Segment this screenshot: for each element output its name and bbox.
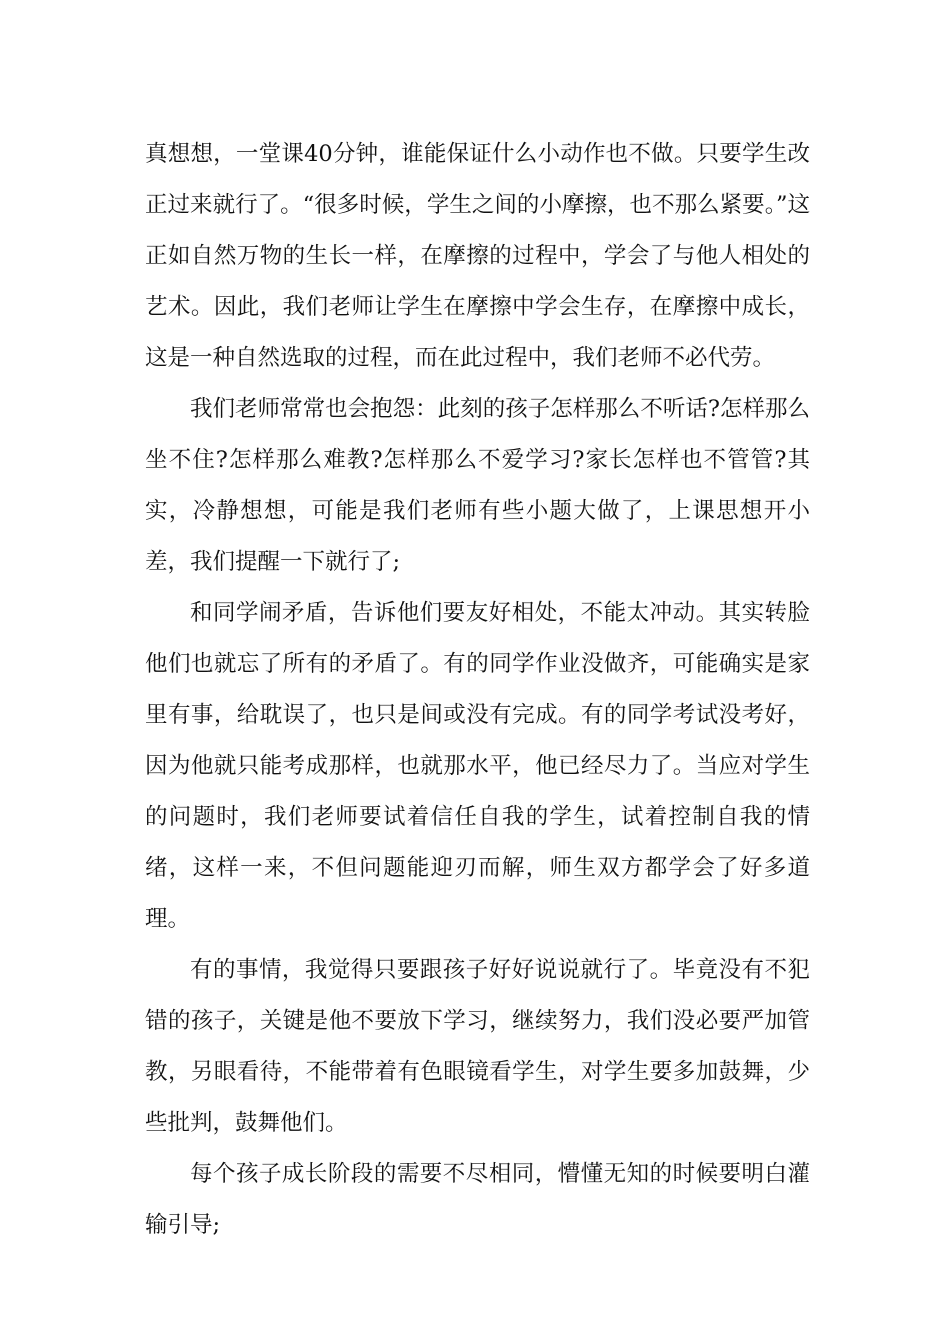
- paragraph-talk-with-children: 有的事情，我觉得只要跟孩子好好说说就行了。毕竟没有不犯错的孩子，关键是他不要放下学习，继续努力，我们没必要严加管教，另眼看待，不能带着有色眼镜看学生，对学生要多加鼓舞，少些批判，鼓舞他们。: [145, 957, 810, 1136]
- paragraph-student-conflicts: 和同学闹矛盾，告诉他们要友好相处，不能太冲动。其实转脸他们也就忘了所有的矛盾了。有的同学作业没做齐，可能确实是家里有事，给耽误了，也只是间或没有完成。有的同学考试没考好，因为他就只能考成那样，也就那水平，他已经尽力了。当应对学生的问题时，我们老师要试着信任自我的学生，试着控制自我的情绪，这样一来，不但问题能迎刃而解，师生双方都学会了好多道理。: [145, 600, 810, 932]
- document-body: [145, 129, 810, 1251]
- paragraph-teacher-complaints: 我们老师常常也会抱怨：此刻的孩子怎样那么不听话?怎样那么坐不住?怎样那么难教?怎样那么不爱学习?家长怎样也不管管?其实，冷静想想，可能是我们老师有些小题大做了，上课思想开小差，我们提醒一下就行了;: [145, 396, 810, 575]
- paragraph-continuation: 真想想，一堂课40分钟，谁能保证什么小动作也不做。只要学生改正过来就行了。“很多时候，学生之间的小摩擦，也不那么紧要。”这正如自然万物的生长一样，在摩擦的过程中，学会了与他人相处的艺术。因此，我们老师让学生在摩擦中学会生存，在摩擦中成长，这是一种自然选取的过程，而在此过程中，我们老师不必代劳。: [145, 141, 810, 371]
- paragraph-growth-stages: 每个孩子成长阶段的需要不尽相同，懵懂无知的时候要明白灌输引导;: [145, 1161, 810, 1238]
